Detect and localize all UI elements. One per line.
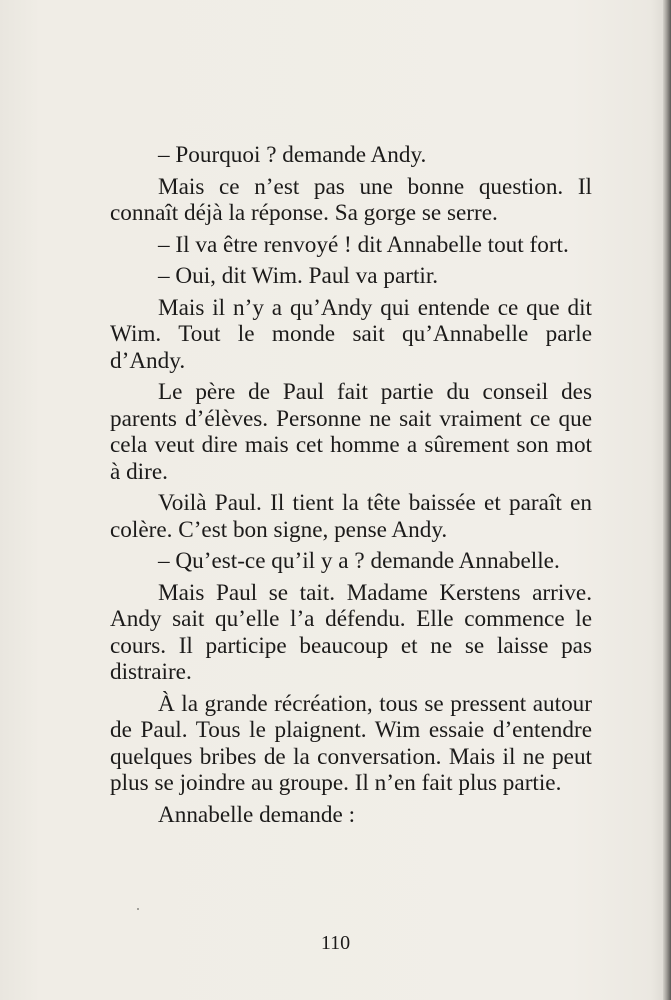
- paragraph-6: Le père de Paul fait partie du conseil des parents d’élèves. Personne ne sait vraiment ce que cela veut dire mais cet homme a sûrement son mot à dire.: [110, 379, 592, 485]
- paragraph-9: Mais Paul se tait. Madame Kerstens arrive. Andy sait qu’elle l’a défendu. Elle commence le cours. Il participe beaucoup et ne se laisse pas distraire.: [110, 579, 592, 685]
- paragraph-2: Mais ce n’est pas une bonne question. Il connaît déjà la réponse. Sa gorge se serre.: [110, 173, 592, 226]
- paragraph-1: – Pourquoi ? demande Andy.: [158, 142, 427, 168]
- paragraph-5: Mais il n’y a qu’Andy qui entende ce que dit Wim. Tout le monde sait qu’Annabelle parle d’Andy.: [110, 294, 592, 374]
- page-edge-shadow: [663, 0, 671, 1000]
- paragraph-7: Voilà Paul. Il tient la tête baissée et paraît en colère. C’est bon signe, pense Andy.: [110, 490, 592, 543]
- paper-speck: [137, 908, 139, 910]
- body-text: [110, 142, 592, 833]
- paragraph-4: – Oui, dit Wim. Paul va partir.: [158, 263, 439, 289]
- paragraph-11: Annabelle demande :: [158, 801, 356, 828]
- page-number: 110: [320, 932, 351, 954]
- paragraph-8: – Qu’est-ce qu’il y a ? demande Annabelle.: [158, 548, 560, 574]
- paragraph-3: – Il va être renvoyé ! dit Annabelle tout fort.: [158, 231, 569, 258]
- paragraph-10: À la grande récréation, tous se pressent autour de Paul. Tous le plaignent. Wim essaie d’entendre quelques bribes de la conversation. Mais il ne peut plus se joindre au groupe. Il n’en fait plus partie.: [110, 690, 592, 796]
